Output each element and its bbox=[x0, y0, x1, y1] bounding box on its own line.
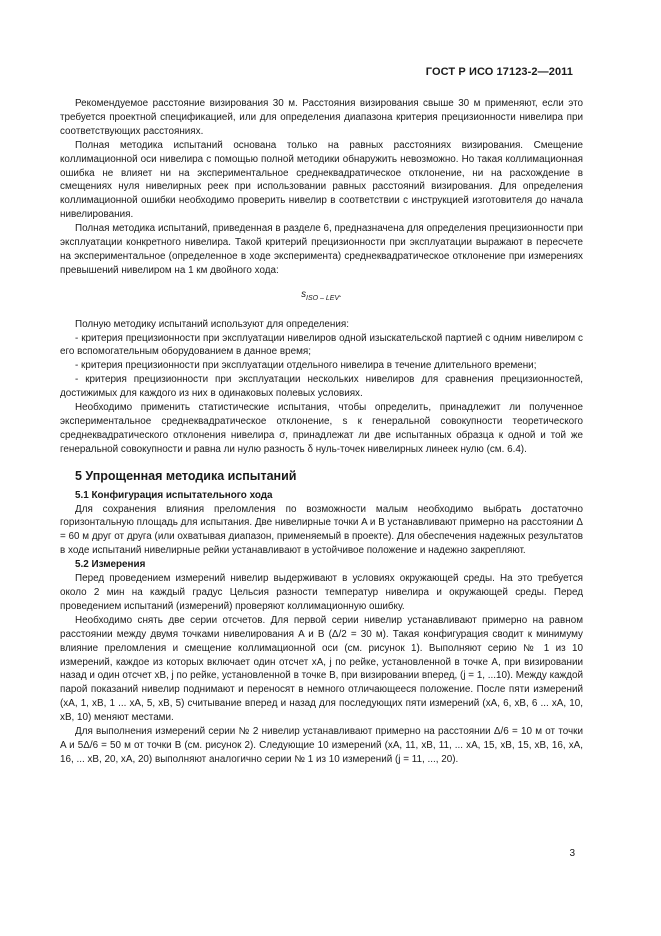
formula-main: s bbox=[301, 288, 307, 300]
list-item: - критерия прецизионности при эксплуатации нивелиров одной изыскательской партией с одним нивелиром с его вспомогательным оборудованием в данное время; bbox=[60, 332, 583, 358]
paragraph: Перед проведением измерений нивелир выдерживают в условиях окружающей среды. На это требуется около 2 мин на каждый градус Цельсия разности температур нивелира и окружающей среды. Перед проведением испытаний (измерений) проверяют коллимационную ошибку. bbox=[60, 573, 583, 612]
list-item: - критерия прецизионности при эксплуатации отдельного нивелира в течение длительного времени; bbox=[75, 360, 537, 372]
paragraph: Полная методика испытаний основана только на равных расстояниях визирования. Смещение коллимационной оси нивелира с помощью полной методики обнаружить невозможно. Но такая коллимационная ошибка не влияет ни на экспериментальное среднеквадратическое отклонение, ни на расхождение в смещениях нуля нивелирных реек при использовании равных расстояний визирования. Для определения коллимационной ошибки необходимо проверить нивелир в соответствии с инструкцией изготовителя до начала нивелирования. bbox=[60, 139, 583, 221]
list-item: - критерия прецизионности при эксплуатации нескольких нивелиров для сравнения прецизионностей, достижимых для каждого из них в одинаковых полевых условиях. bbox=[60, 374, 583, 400]
section-5-heading: 5 Упрощенная методика испытаний bbox=[75, 468, 297, 483]
formula-suffix: . bbox=[339, 288, 342, 300]
paragraph: Для сохранения влияния преломления по возможности малым необходимо выбрать достаточно горизонтальную площадь для испытания. Две нивелирные точки A и B устанавливают примерно на расстоянии Δ = 60 м друг от друга (или охватывая диапазон, применяемый в проекте). Для обеспечения надежных результатов в ходе испытаний нивелирные рейки устанавливают в устойчивое положение и надежно закрепляют. bbox=[60, 503, 583, 557]
document-body bbox=[60, 97, 583, 767]
page-number: 3 bbox=[569, 848, 575, 859]
document-code-header: ГОСТ Р ИСО 17123-2—2011 bbox=[425, 66, 573, 78]
paragraph: Полная методика испытаний, приведенная в разделе 6, предназначена для определения прецизионности при эксплуатации конкретного нивелира. Такой критерий прецизионности при эксплуатации выражают в пересчете на экспериментальное (определенное в ходе эксперимента) среднеквадратическое отклонение при измерениях превышений нивелиром на 1 км двойного хода: bbox=[60, 223, 583, 276]
paragraph: Для выполнения измерений серии № 2 нивелир устанавливают примерно на расстоянии Δ/6 = 10 м от точки A и 5Δ/6 = 50 м от точки B (см. рисунок 2). Следующие 10 измерений (xA, 11, xB, 11, ... xA, 15, xB, 15, xB, 16, xA, 16, ... xB, 20, xA, 20) выполняют аналогично серии № 1 из 10 измерений (j = 11, ..., 20). bbox=[60, 726, 583, 765]
section-5-1-heading: 5.1 Конфигурация испытательного хода bbox=[75, 489, 273, 501]
paragraph: Рекомендуемое расстояние визирования 30 м. Расстояния визирования свыше 30 м применяют, если это требуется проектной спецификацией, или для определения диапазона критерия прецизионности нивелира при соответствующих расстояниях. bbox=[60, 98, 583, 137]
paragraph: Полную методику испытаний используют для определения: bbox=[75, 318, 349, 330]
formula-subscript: ISO – LEV bbox=[306, 294, 340, 302]
paragraph: Необходимо применить статистические испытания, чтобы определить, принадлежит ли полученное экспериментальное среднеквадратическое отклонение, s к генеральной совокупности теоретического среднеквадратического отклонения нивелира σ, принадлежат ли две испытанных образца к одной и той же генеральной совокупности и равна ли нулю разность δ нуль-точек нивелирных линеек нулю (см. 6.4). bbox=[60, 402, 583, 455]
paragraph: Необходимо снять две серии отсчетов. Для первой серии нивелир устанавливают примерно на равном расстоянии между двумя точками нивелирования A и B (Δ/2 = 30 м). Такая конфигурация сводит к минимуму влияние преломления и смещение коллимационной оси (см. рисунок 1). Выполняют серию № 1 из 10 измерений, каждое из которых включает один отсчет xA, j по рейке, установленной в точке A, при визировании назад и один отсчет xB, j по рейке, установленной в точке B, при визировании вперед, (j = 1, ...10). Между каждой парой показаний нивелир поднимают и переносят в немного отличающееся положение. После пяти измерений (xA, 1, xB, 1 ... xA, 5, xB, 5) считывание вперед и назад для последующих пяти измерений (xA, 6, xB, 6 ... xA, 10, xB, 10) меняют местами. bbox=[60, 614, 583, 724]
section-5-2-heading: 5.2 Измерения bbox=[75, 559, 146, 571]
formula bbox=[60, 288, 583, 306]
